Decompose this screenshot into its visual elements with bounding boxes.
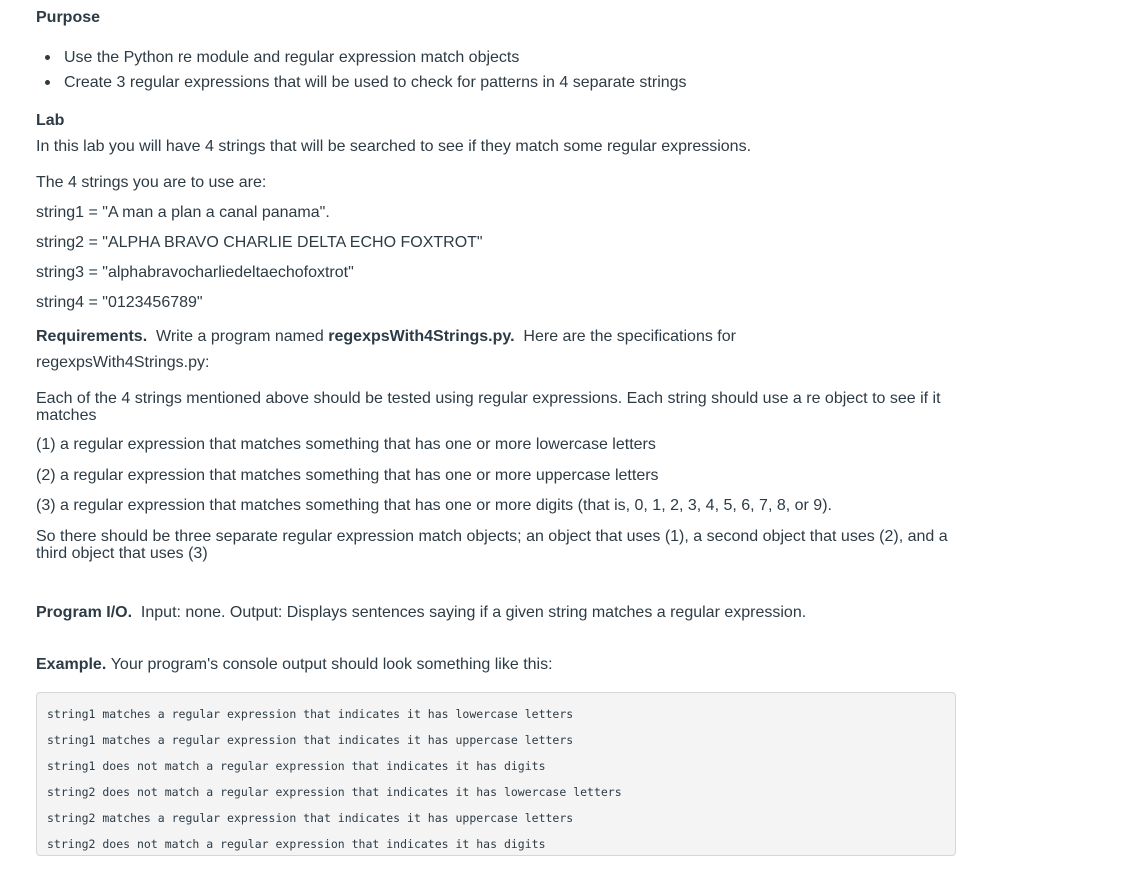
example-line — [36, 655, 553, 675]
console-output-line: string1 does not match a regular expression that indicates it has digits — [47, 759, 546, 773]
program-io-label: Program I/O. — [36, 604, 133, 621]
console-output-block — [36, 692, 956, 856]
string-definition: string1 = "A man a plan a canal panama". — [36, 204, 330, 221]
string-definition: string3 = "alphabravocharliedeltaechofoxtrot" — [36, 264, 354, 281]
purpose-bullet: Use the Python re module and regular expression match objects — [64, 45, 687, 70]
requirements-filename: regexpsWith4Strings.py. — [328, 328, 515, 345]
requirements-text-after: Here are the specifications for — [523, 328, 736, 345]
console-output-line: string1 matches a regular expression that indicates it has lowercase letters — [47, 707, 574, 721]
requirements-label: Requirements. — [36, 328, 148, 345]
strings-test-paragraph: Each of the 4 strings mentioned above should be tested using regular expressions. Each string should use a re object to see if it matches — [36, 390, 941, 424]
console-output-line: string2 does not match a regular expression that indicates it has digits — [47, 837, 546, 851]
requirement-item: (2) a regular expression that matches something that has one or more uppercase letters — [36, 467, 659, 484]
purpose-list — [36, 45, 687, 95]
requirements-filename-line: regexpsWith4Strings.py: — [36, 354, 210, 371]
console-output-line: string2 matches a regular expression that indicates it has uppercase letters — [47, 811, 574, 825]
lab-heading: Lab — [36, 112, 65, 129]
string-definition: string2 = "ALPHA BRAVO CHARLIE DELTA ECHO FOXTROT" — [36, 234, 483, 251]
string-definition: string4 = "0123456789" — [36, 294, 203, 311]
console-output-line: string2 does not match a regular expression that indicates it has lowercase letters — [47, 785, 622, 799]
program-io-line — [36, 603, 806, 623]
requirements-text-before: Write a program named — [156, 328, 324, 345]
program-io-text: Input: none. Output: Displays sentences saying if a given string matches a regular expression. — [140, 604, 807, 621]
requirement-item: (3) a regular expression that matches something that has one or more digits (that is, 0, 1, 2, 3, 4, 5, 6, 7, 8, or 9). — [36, 497, 832, 514]
strings-intro: The 4 strings you are to use are: — [36, 174, 267, 191]
purpose-bullet: Create 3 regular expressions that will be used to check for patterns in 4 separate strings — [64, 70, 687, 95]
example-label: Example. — [36, 656, 107, 673]
purpose-heading: Purpose — [36, 9, 101, 26]
requirement-item: (1) a regular expression that matches something that has one or more lowercase letters — [36, 436, 656, 453]
lab-intro: In this lab you will have 4 strings that will be searched to see if they match some regular expressions. — [36, 138, 752, 155]
requirements-line — [36, 327, 736, 347]
console-output-line: string1 matches a regular expression that indicates it has uppercase letters — [47, 733, 574, 747]
summary-paragraph: So there should be three separate regular expression match objects; an object that uses (1), a second object that uses (2), and a third object that uses (3) — [36, 528, 948, 562]
example-text: Your program's console output should look something like this: — [110, 656, 553, 673]
